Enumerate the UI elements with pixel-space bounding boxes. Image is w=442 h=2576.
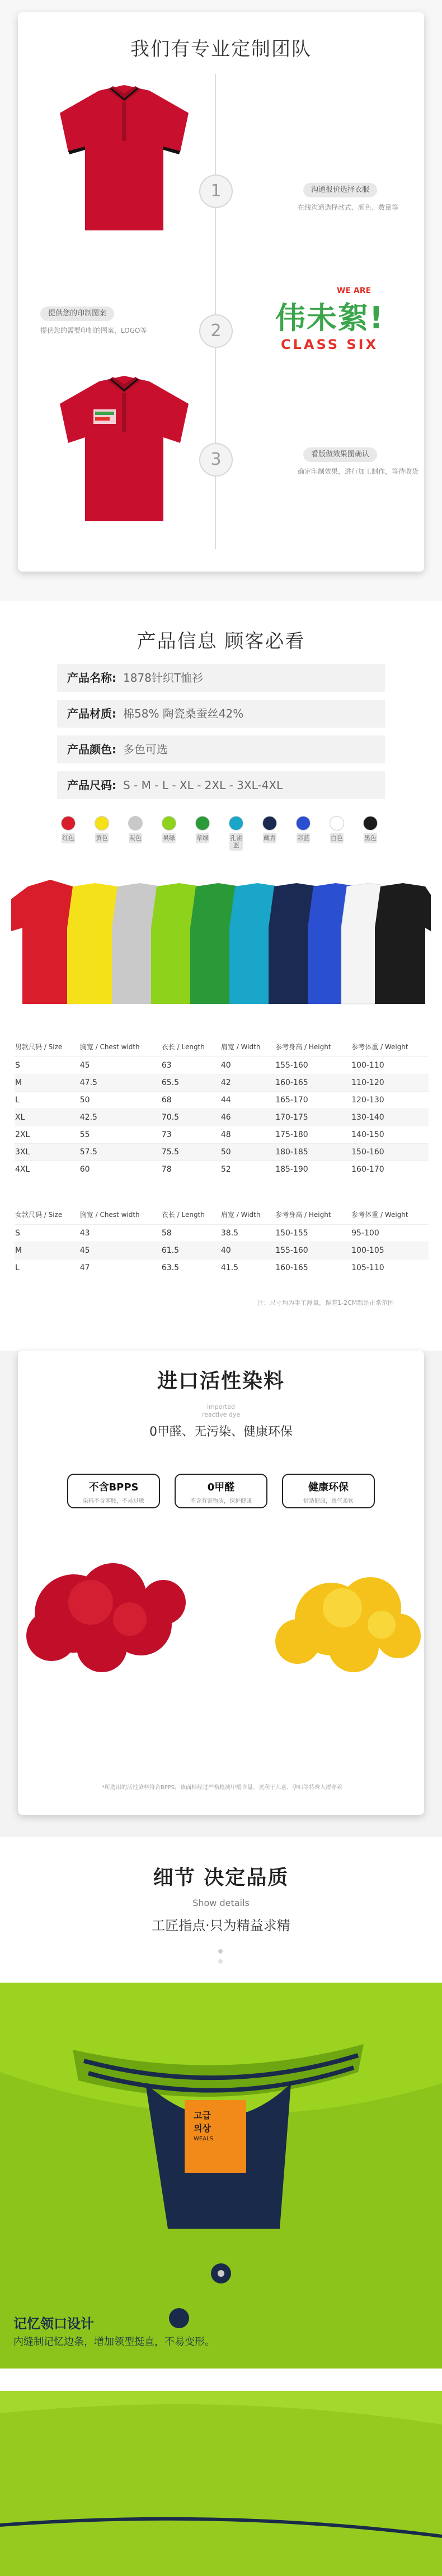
info-row-size (57, 771, 385, 799)
cell: 68 (161, 1092, 220, 1109)
table-row (15, 1242, 429, 1259)
swatch-yellow[interactable] (90, 816, 114, 843)
info-label-color: 产品颜色: (67, 743, 116, 756)
cell: 63.5 (161, 1259, 220, 1277)
badge-formaldehyde (175, 1474, 267, 1508)
swatch-label: 果绿 (162, 833, 176, 843)
swatch-black[interactable] (358, 816, 383, 843)
header-chest: 胸宽 / Chest width (79, 1210, 140, 1219)
sleeve-closeup-image (0, 2380, 442, 2576)
swatch-dot (229, 816, 243, 831)
table-row (15, 1161, 429, 1178)
cell: 40 (220, 1242, 275, 1259)
info-value-color: 多色可选 (123, 743, 168, 756)
step-1-pill: 沟通报价选择衣服 (303, 183, 377, 197)
cell: 78 (161, 1161, 220, 1178)
cell: 140-150 (351, 1126, 429, 1144)
cell: 70.5 (161, 1109, 220, 1126)
men-size-table (15, 1036, 429, 1178)
info-row-color (57, 735, 385, 763)
step-2-number: 2 (199, 314, 233, 348)
cell: 65.5 (161, 1074, 220, 1092)
team-title: 我们有专业定制团队 (130, 38, 312, 60)
step-3-pill: 看版做效果图确认 (303, 447, 377, 462)
info-value-name: 1878针织T恤衫 (123, 671, 204, 685)
header-weight: 参考体重 / Weight (351, 1210, 408, 1219)
cell: 52 (220, 1161, 275, 1178)
info-value-material: 棉58% 陶瓷桑蚕丝42% (123, 707, 244, 720)
collar-caption-desc: 内缝制记忆边条，增加领型挺直，不易变形。 (13, 2336, 215, 2348)
cell: 58 (161, 1225, 220, 1242)
cell: 50 (220, 1144, 275, 1161)
info-value-size: S - M - L - XL - 2XL - 3XL-4XL (123, 779, 283, 792)
swatch-white[interactable] (325, 816, 349, 843)
cell: 185-190 (275, 1161, 351, 1178)
table-row (15, 1225, 429, 1242)
cell: 63 (161, 1057, 220, 1074)
logo-main-text: 伟未絮! (275, 300, 384, 336)
badge-desc: 染料不含苯胺，不易过敏 (83, 1498, 144, 1504)
cell: XL (15, 1109, 79, 1126)
dye-card (18, 1351, 424, 1815)
cell: 44 (220, 1092, 275, 1109)
details-title: 细节 决定品质 (153, 1866, 289, 1889)
cell: 105-110 (351, 1259, 429, 1277)
red-polo-printed-image (51, 370, 197, 532)
cell: M (15, 1074, 79, 1092)
details-section (0, 1837, 442, 2576)
cell: 170-175 (275, 1109, 351, 1126)
pager-dot (218, 1959, 223, 1964)
swatch-lime[interactable] (157, 816, 181, 843)
cell: 95-100 (351, 1225, 429, 1242)
cell: 42 (220, 1074, 275, 1092)
swatch-peacock[interactable] (224, 816, 248, 851)
cell: 4XL (15, 1161, 79, 1178)
cell: 155-160 (275, 1057, 351, 1074)
cell: 50 (79, 1092, 161, 1109)
badge-title: 健康环保 (308, 1482, 349, 1493)
badge-title: 不含BPPS (88, 1482, 139, 1493)
swatch-dot (128, 816, 143, 831)
swatch-grass[interactable] (190, 816, 215, 843)
size-note: 注：尺寸均为手工测量，误差1-2CM都是正常范围 (257, 1299, 394, 1306)
cell: 47.5 (79, 1074, 161, 1092)
table-row (15, 1109, 429, 1126)
logo-sub-text: CLASS SIX (281, 337, 379, 352)
dye-tagline: 0甲醛、无污染、健康环保 (149, 1425, 293, 1439)
cell: S (15, 1225, 79, 1242)
polo-colors-row-image (11, 870, 431, 1015)
cell: 41.5 (220, 1259, 275, 1277)
cell: S (15, 1057, 79, 1074)
cell: M (15, 1242, 79, 1259)
details-tagline: 工匠指点·只为精益求精 (152, 1918, 290, 1933)
team-card (18, 12, 424, 572)
cell: 110-120 (351, 1074, 429, 1092)
cell: 75.5 (161, 1144, 220, 1161)
swatch-dot (61, 816, 76, 831)
step-2-desc: 提供您的需要印制的图案，LOGO等 (40, 327, 147, 334)
cell: L (15, 1259, 79, 1277)
header-height: 参考身高 / Height (275, 1042, 331, 1051)
badge-desc: 不含有害物质，保护健康 (190, 1498, 252, 1504)
header-width: 肩宽 / Width (220, 1042, 261, 1051)
collar-caption-title: 记忆领口设计 (13, 2316, 94, 2332)
header-width: 肩宽 / Width (220, 1210, 261, 1219)
cell: 165-170 (275, 1092, 351, 1109)
table-row (15, 1074, 429, 1092)
header-size: 男款尺码 / Size (15, 1042, 63, 1051)
dye-footnote: *所选用的活性染料符合BPPS，该面料经过严格检测甲醛含量，更利于儿童、孕妇等特殊人群穿着 (101, 1785, 343, 1791)
info-label-name: 产品名称: (67, 671, 116, 685)
dye-sub-en-1: imported (206, 1403, 236, 1410)
table-row (15, 1126, 429, 1144)
swatch-label: 灰色 (129, 833, 142, 843)
swatch-label: 彩蓝 (297, 833, 310, 843)
cell: 55 (79, 1126, 161, 1144)
badge-bpps (67, 1474, 160, 1508)
badge-title: 0甲醛 (207, 1482, 235, 1493)
product-info-section (0, 601, 442, 1351)
swatch-dot (296, 816, 311, 831)
cell: 48 (220, 1126, 275, 1144)
table-row (15, 1057, 429, 1074)
table-header (15, 1036, 429, 1057)
swatch-dot (262, 816, 277, 831)
dye-smoke-image (18, 1530, 424, 1697)
info-label-size: 产品尺码: (67, 779, 116, 792)
dye-title: 进口活性染料 (157, 1370, 285, 1393)
logo-top-text: WE ARE (337, 286, 372, 295)
cell: 160-165 (275, 1074, 351, 1092)
cell: 38.5 (220, 1225, 275, 1242)
step-3-number: 3 (199, 443, 233, 476)
step-line (215, 74, 216, 549)
swatch-dot (162, 816, 176, 831)
cell: 150-160 (351, 1144, 429, 1161)
cell: 3XL (15, 1144, 79, 1161)
cell: 100-110 (351, 1057, 429, 1074)
cell: 130-140 (351, 1109, 429, 1126)
info-row-name (57, 664, 385, 692)
cell: 46 (220, 1109, 275, 1126)
cell: 73 (161, 1126, 220, 1144)
swatch-dot (195, 816, 210, 831)
cell: 47 (79, 1259, 161, 1277)
swatch-royal[interactable] (291, 816, 316, 843)
cell: 43 (79, 1225, 161, 1242)
swatch-dot (95, 816, 109, 831)
cell: 45 (79, 1242, 161, 1259)
header-height: 参考身高 / Height (275, 1210, 331, 1219)
table-row (15, 1259, 429, 1277)
red-polo-image (51, 79, 197, 242)
cell: 175-180 (275, 1126, 351, 1144)
swatch-label: 黑色 (364, 833, 377, 843)
dye-section (0, 1351, 442, 1837)
collar-label-line-3: WEALS (194, 2136, 213, 2142)
header-size: 女款尺码 / Size (15, 1210, 63, 1219)
swatch-label: 藏青 (263, 833, 276, 843)
step-1-desc: 在线沟通选择款式、颜色、数量等 (298, 204, 399, 211)
collar-label-line-2: 의상 (194, 2123, 211, 2134)
table-row (15, 1092, 429, 1109)
cell: 45 (79, 1057, 161, 1074)
swatch-label: 黄色 (95, 833, 109, 843)
swatch-navy[interactable] (257, 816, 282, 843)
cell: 42.5 (79, 1109, 161, 1126)
swatch-label: 草绿 (196, 833, 209, 843)
product-info-title: 产品信息 顾客必看 (137, 630, 305, 653)
cell: 57.5 (79, 1144, 161, 1161)
dye-sub-en-2: reactive dye (201, 1411, 241, 1418)
info-row-material (57, 700, 385, 728)
swatch-label: 孔雀蓝 (229, 833, 243, 851)
swatch-label: 红色 (62, 833, 75, 843)
step-1-number: 1 (199, 174, 233, 208)
swatch-dot (363, 816, 378, 831)
women-size-table (15, 1204, 429, 1276)
header-length: 衣长 / Length (161, 1042, 205, 1051)
badge-desc: 舒适健康，透气柔软 (303, 1498, 354, 1504)
cell: 120-130 (351, 1092, 429, 1109)
badge-eco (282, 1474, 375, 1508)
swatch-red[interactable] (56, 816, 81, 843)
cell: 160-165 (275, 1259, 351, 1277)
cell: L (15, 1092, 79, 1109)
collar-label-line-1: 고급 (194, 2110, 211, 2121)
cell: 150-155 (275, 1225, 351, 1242)
step-2-pill: 提供您的印制图案 (40, 306, 114, 321)
collar-closeup-image (0, 1983, 442, 2369)
step-3-desc: 确定印制效果，进行加工制作，等待收货 (298, 468, 419, 475)
color-swatches (56, 816, 392, 866)
class-six-logo (270, 286, 398, 359)
team-section (0, 0, 442, 601)
pager-dot (218, 1949, 223, 1954)
details-sub-en: Show details (192, 1898, 250, 1908)
header-chest: 胸宽 / Chest width (79, 1042, 140, 1051)
swatch-grey[interactable] (123, 816, 148, 843)
table-row (15, 1144, 429, 1161)
cell: 180-185 (275, 1144, 351, 1161)
cell: 61.5 (161, 1242, 220, 1259)
cell: 160-170 (351, 1161, 429, 1178)
swatch-dot (330, 816, 344, 831)
swatch-label: 白色 (330, 833, 344, 843)
table-header (15, 1204, 429, 1225)
cell: 60 (79, 1161, 161, 1178)
cell: 155-160 (275, 1242, 351, 1259)
header-length: 衣长 / Length (161, 1210, 205, 1219)
cell: 2XL (15, 1126, 79, 1144)
cell: 40 (220, 1057, 275, 1074)
cell: 100-105 (351, 1242, 429, 1259)
info-label-material: 产品材质: (67, 707, 116, 720)
header-weight: 参考体重 / Weight (351, 1042, 408, 1051)
